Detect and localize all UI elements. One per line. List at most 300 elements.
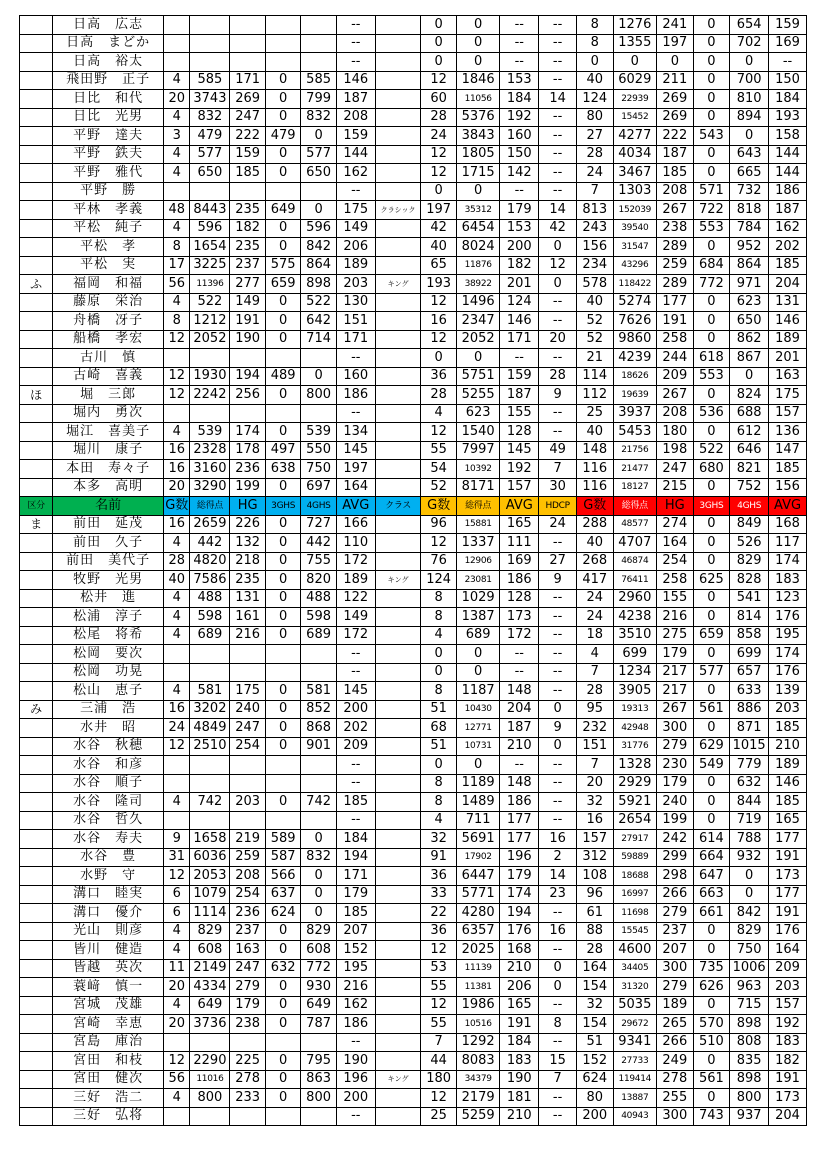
cell-hdcp: 9	[539, 571, 577, 590]
cell-games: 55	[421, 978, 456, 997]
cell-high-3g: 0	[693, 552, 730, 571]
cell-hdcp: --	[539, 682, 577, 701]
cell-total: 1805	[456, 145, 499, 164]
cell-games: 40	[576, 71, 613, 90]
table-row	[20, 978, 807, 997]
cell-high-3g: 638	[265, 460, 300, 479]
cell-section	[20, 996, 53, 1015]
cell-high-3g: 0	[265, 145, 300, 164]
cell-avg: 139	[769, 682, 807, 701]
table-row	[20, 848, 807, 867]
cell-total: 4600	[613, 941, 656, 960]
cell-avg: 177	[500, 830, 539, 849]
cell-total: 2510	[190, 737, 230, 756]
cell-high-4g: 898	[730, 1015, 769, 1034]
cell-avg: 209	[769, 959, 807, 978]
cell-games: 25	[421, 1107, 456, 1126]
cell-games: 4	[164, 589, 190, 608]
cell-hdcp: 0	[539, 238, 577, 257]
cell-high-game	[230, 349, 265, 368]
cell-section	[20, 552, 53, 571]
cell-avg: 186	[500, 571, 539, 590]
cell-section	[20, 423, 53, 442]
cell-high-3g: 637	[265, 885, 300, 904]
cell-section	[20, 108, 53, 127]
cell-total: 522	[190, 293, 230, 312]
cell-class	[375, 756, 421, 775]
cell-games: 20	[164, 1015, 190, 1034]
cell-high-4g: 858	[730, 626, 769, 645]
cell-high-4g: 795	[301, 1052, 336, 1071]
cell-games: 4	[421, 626, 456, 645]
cell-games: 4	[164, 608, 190, 627]
cell-high-game: 208	[657, 404, 694, 423]
cell-high-game: 159	[230, 145, 265, 164]
cell-total: 5274	[613, 293, 656, 312]
cell-hdcp: --	[539, 34, 577, 53]
cell-name: 前田 久子	[53, 534, 164, 553]
cell-games: 12	[421, 1089, 456, 1108]
cell-total: 5691	[456, 830, 499, 849]
column-header-games: G数	[576, 497, 613, 516]
cell-total: 9860	[613, 330, 656, 349]
cell-high-game	[230, 645, 265, 664]
cell-games: 12	[421, 330, 456, 349]
cell-high-game: 174	[230, 423, 265, 442]
cell-total: 39540	[613, 219, 656, 238]
cell-high-game: 298	[657, 867, 694, 886]
table-body-top	[20, 16, 807, 497]
cell-high-game: 235	[230, 201, 265, 220]
cell-avg: 187	[500, 719, 539, 738]
cell-games	[164, 756, 190, 775]
cell-name: 松岡 要次	[53, 645, 164, 664]
cell-high-game: 279	[657, 904, 694, 923]
cell-high-3g: 0	[693, 53, 730, 72]
cell-high-game	[230, 34, 265, 53]
cell-name: 平野 勝	[53, 182, 164, 201]
cell-avg: 186	[500, 793, 539, 812]
cell-high-4g: 814	[730, 608, 769, 627]
cell-high-4g: 784	[730, 219, 769, 238]
cell-games	[164, 182, 190, 201]
cell-total: 40943	[613, 1107, 656, 1126]
cell-avg: 168	[769, 515, 807, 534]
cell-total: 4280	[456, 904, 499, 923]
cell-games: 52	[421, 478, 456, 497]
cell-high-3g: 626	[693, 978, 730, 997]
cell-games: 20	[164, 978, 190, 997]
cell-name: 松井 進	[53, 589, 164, 608]
cell-games: 0	[421, 34, 456, 53]
table-row	[20, 663, 807, 682]
cell-high-game: 208	[230, 867, 265, 886]
cell-high-4g: 442	[301, 534, 336, 553]
cell-total: 35312	[456, 201, 499, 220]
cell-avg: 190	[500, 1070, 539, 1089]
cell-games: 164	[576, 959, 613, 978]
cell-high-3g	[265, 1107, 300, 1126]
cell-games: 88	[576, 922, 613, 941]
cell-high-game: 182	[230, 219, 265, 238]
cell-total: 10392	[456, 460, 499, 479]
cell-total: 59889	[613, 848, 656, 867]
cell-avg: 181	[500, 1089, 539, 1108]
cell-class	[375, 404, 421, 423]
cell-total: 1187	[456, 682, 499, 701]
cell-class	[375, 645, 421, 664]
cell-total: 4334	[190, 978, 230, 997]
cell-games: 12	[164, 867, 190, 886]
cell-avg: 187	[769, 201, 807, 220]
cell-total: 1986	[456, 996, 499, 1015]
cell-hdcp: --	[539, 756, 577, 775]
cell-high-4g	[301, 16, 336, 35]
cell-name: 水谷 哲久	[53, 811, 164, 830]
cell-hdcp: --	[539, 811, 577, 830]
cell-high-game: 233	[230, 1089, 265, 1108]
cell-total: 6447	[456, 867, 499, 886]
cell-high-game: 187	[657, 145, 694, 164]
cell-games: 28	[421, 386, 456, 405]
cell-high-3g: 0	[265, 164, 300, 183]
cell-avg: 144	[769, 164, 807, 183]
table-row	[20, 423, 807, 442]
cell-hdcp: --	[539, 423, 577, 442]
cell-high-4g: 702	[730, 34, 769, 53]
cell-section	[20, 1052, 53, 1071]
cell-high-3g: 0	[265, 737, 300, 756]
cell-high-4g	[301, 811, 336, 830]
cell-avg: 202	[336, 719, 375, 738]
cell-avg: 158	[769, 127, 807, 146]
column-header-hdcp: HDCP	[539, 497, 577, 516]
cell-avg: 142	[500, 164, 539, 183]
cell-total: 11876	[456, 256, 499, 275]
cell-section	[20, 1089, 53, 1108]
cell-total: 1337	[456, 534, 499, 553]
cell-high-3g: 722	[693, 201, 730, 220]
cell-games: 12	[164, 367, 190, 386]
cell-high-4g: 971	[730, 275, 769, 294]
cell-high-game: 179	[657, 774, 694, 793]
cell-class	[375, 959, 421, 978]
cell-games: 268	[576, 552, 613, 571]
cell-high-4g	[301, 349, 336, 368]
cell-class	[375, 1107, 421, 1126]
cell-total: 23081	[456, 571, 499, 590]
cell-high-game: 175	[230, 682, 265, 701]
cell-hdcp: 15	[539, 1052, 577, 1071]
cell-high-3g	[265, 1033, 300, 1052]
cell-total: 6357	[456, 922, 499, 941]
cell-total: 5453	[613, 423, 656, 442]
cell-total: 0	[456, 349, 499, 368]
cell-high-game: 208	[657, 182, 694, 201]
cell-high-game: 267	[657, 700, 694, 719]
cell-high-3g: 0	[265, 700, 300, 719]
cell-class	[375, 719, 421, 738]
cell-high-game: 236	[230, 904, 265, 923]
cell-high-4g: 0	[301, 904, 336, 923]
cell-total: 31776	[613, 737, 656, 756]
cell-section	[20, 848, 53, 867]
cell-avg: 148	[500, 774, 539, 793]
cell-games	[164, 663, 190, 682]
cell-hdcp: 0	[539, 959, 577, 978]
cell-high-game	[230, 1033, 265, 1052]
cell-high-4g: 787	[301, 1015, 336, 1034]
cell-high-3g: 561	[693, 1070, 730, 1089]
cell-games: 624	[576, 1070, 613, 1089]
cell-section	[20, 626, 53, 645]
cell-avg: 186	[336, 1015, 375, 1034]
cell-high-3g: 0	[265, 330, 300, 349]
cell-avg: 186	[769, 182, 807, 201]
cell-games: 24	[421, 127, 456, 146]
table-row	[20, 293, 807, 312]
cell-games: 28	[576, 941, 613, 960]
cell-avg: 204	[769, 275, 807, 294]
column-header-total: 総得点	[456, 497, 499, 516]
cell-hdcp: --	[539, 626, 577, 645]
cell-total: 21756	[613, 441, 656, 460]
cell-high-4g: 526	[730, 534, 769, 553]
cell-high-4g: 818	[730, 201, 769, 220]
cell-games: 52	[576, 312, 613, 331]
cell-games: 4	[164, 1089, 190, 1108]
cell-high-3g: 553	[693, 219, 730, 238]
cell-name: 舟橋 冴子	[53, 312, 164, 331]
cell-avg: 176	[769, 608, 807, 627]
cell-high-4g: 930	[301, 978, 336, 997]
cell-hdcp: --	[539, 1033, 577, 1052]
cell-name: 平松 実	[53, 256, 164, 275]
cell-hdcp: 49	[539, 441, 577, 460]
cell-total: 3736	[190, 1015, 230, 1034]
cell-avg: 145	[500, 441, 539, 460]
cell-high-3g: 629	[693, 737, 730, 756]
cell-high-game: 279	[657, 978, 694, 997]
cell-name: 古川 慎	[53, 349, 164, 368]
cell-class	[375, 145, 421, 164]
cell-name: 蓑﨑 慎一	[53, 978, 164, 997]
cell-high-4g: 779	[730, 756, 769, 775]
cell-high-game: 247	[230, 719, 265, 738]
cell-avg: 197	[336, 460, 375, 479]
cell-hdcp: --	[539, 1107, 577, 1126]
cell-high-4g: 0	[301, 885, 336, 904]
cell-games: 7	[421, 1033, 456, 1052]
cell-name: 溝口 睦実	[53, 885, 164, 904]
cell-avg: 171	[336, 330, 375, 349]
cell-high-game: 222	[230, 127, 265, 146]
cell-high-4g: 788	[730, 830, 769, 849]
cell-section	[20, 404, 53, 423]
cell-class	[375, 256, 421, 275]
cell-total: 7586	[190, 571, 230, 590]
cell-section	[20, 589, 53, 608]
cell-hdcp: --	[539, 108, 577, 127]
cell-high-3g	[265, 645, 300, 664]
cell-avg: 183	[769, 1033, 807, 1052]
cell-avg: 160	[500, 127, 539, 146]
cell-games: 116	[576, 460, 613, 479]
table-header	[20, 497, 807, 516]
cell-games: 22	[421, 904, 456, 923]
cell-avg: 173	[769, 867, 807, 886]
cell-hdcp: --	[539, 941, 577, 960]
cell-total: 15452	[613, 108, 656, 127]
cell-section	[20, 16, 53, 35]
cell-total: 27733	[613, 1052, 656, 1071]
cell-section	[20, 830, 53, 849]
cell-games: 12	[421, 534, 456, 553]
table-row	[20, 182, 807, 201]
cell-total: 3202	[190, 700, 230, 719]
cell-name: 日高 広志	[53, 16, 164, 35]
cell-high-3g: 0	[265, 478, 300, 497]
cell-games: 68	[421, 719, 456, 738]
cell-avg: 117	[769, 534, 807, 553]
cell-high-4g: 0	[301, 201, 336, 220]
cell-games: 7	[576, 756, 613, 775]
cell-high-game: 266	[657, 1033, 694, 1052]
cell-class	[375, 367, 421, 386]
cell-high-4g: 842	[301, 238, 336, 257]
cell-games: 124	[576, 90, 613, 109]
cell-high-3g: 0	[265, 219, 300, 238]
cell-high-3g: 0	[693, 90, 730, 109]
cell-total: 2960	[613, 589, 656, 608]
cell-name: 平松 孝	[53, 238, 164, 257]
cell-avg: 210	[769, 737, 807, 756]
cell-high-4g	[301, 645, 336, 664]
cell-total: 1930	[190, 367, 230, 386]
cell-total: 152039	[613, 201, 656, 220]
cell-games: 6	[164, 904, 190, 923]
cell-section	[20, 145, 53, 164]
cell-games: 8	[421, 589, 456, 608]
cell-avg: --	[336, 182, 375, 201]
cell-high-4g: 835	[730, 1052, 769, 1071]
cell-hdcp: 42	[539, 219, 577, 238]
cell-avg: 184	[336, 830, 375, 849]
cell-games: 0	[421, 182, 456, 201]
cell-section	[20, 441, 53, 460]
cell-name: 平林 孝義	[53, 201, 164, 220]
cell-total: 1658	[190, 830, 230, 849]
cell-avg: 174	[769, 645, 807, 664]
cell-games: 4	[421, 811, 456, 830]
cell-games: 243	[576, 219, 613, 238]
cell-high-3g: 0	[265, 238, 300, 257]
cell-avg: --	[336, 774, 375, 793]
cell-section	[20, 201, 53, 220]
cell-avg: 136	[769, 423, 807, 442]
cell-games: 40	[164, 571, 190, 590]
cell-total: 5255	[456, 386, 499, 405]
table-row	[20, 164, 807, 183]
cell-high-game: 209	[657, 367, 694, 386]
cell-total: 15881	[456, 515, 499, 534]
cell-high-game: 259	[230, 848, 265, 867]
cell-games: 44	[421, 1052, 456, 1071]
cell-section	[20, 941, 53, 960]
cell-hdcp: --	[539, 293, 577, 312]
cell-games: 55	[421, 441, 456, 460]
cell-high-4g: 894	[730, 108, 769, 127]
cell-total: 8443	[190, 201, 230, 220]
cell-hdcp: --	[539, 534, 577, 553]
cell-avg: 165	[500, 996, 539, 1015]
cell-games: 4	[164, 293, 190, 312]
cell-high-4g	[301, 404, 336, 423]
cell-total: 689	[456, 626, 499, 645]
cell-avg: 173	[500, 608, 539, 627]
cell-high-4g: 488	[301, 589, 336, 608]
cell-games: 0	[421, 756, 456, 775]
cell-high-4g: 633	[730, 682, 769, 701]
cell-hdcp: 8	[539, 1015, 577, 1034]
cell-avg: 151	[336, 312, 375, 331]
cell-high-4g: 585	[301, 71, 336, 90]
cell-avg: 216	[336, 978, 375, 997]
cell-high-4g: 0	[730, 867, 769, 886]
cell-high-game: 279	[657, 737, 694, 756]
column-header-name: 名前	[53, 497, 164, 516]
table-row	[20, 922, 807, 941]
column-header-high-game: HG	[230, 497, 265, 516]
cell-high-game: 237	[230, 256, 265, 275]
cell-high-3g: 0	[265, 312, 300, 331]
cell-high-game	[230, 663, 265, 682]
cell-class	[375, 182, 421, 201]
cell-avg: 171	[500, 330, 539, 349]
cell-high-3g: 659	[265, 275, 300, 294]
cell-hdcp: 9	[539, 386, 577, 405]
cell-name: 日高 裕太	[53, 53, 164, 72]
cell-high-3g: 680	[693, 460, 730, 479]
cell-total: 13887	[613, 1089, 656, 1108]
cell-name: 船橋 孝宏	[53, 330, 164, 349]
cell-games	[164, 1033, 190, 1052]
cell-games: 91	[421, 848, 456, 867]
cell-total	[190, 1033, 230, 1052]
cell-high-4g: 852	[301, 700, 336, 719]
cell-high-game: 179	[657, 645, 694, 664]
cell-high-4g: 608	[301, 941, 336, 960]
cell-high-game: 240	[230, 700, 265, 719]
cell-section	[20, 1070, 53, 1089]
cell-total: 18688	[613, 867, 656, 886]
table-row	[20, 941, 807, 960]
cell-avg: 152	[336, 941, 375, 960]
cell-high-4g	[301, 34, 336, 53]
cell-games: 157	[576, 830, 613, 849]
cell-name: 堀内 勇次	[53, 404, 164, 423]
cell-total: 4239	[613, 349, 656, 368]
cell-total: 7626	[613, 312, 656, 331]
cell-high-4g: 829	[730, 552, 769, 571]
cell-name: 水谷 豊	[53, 848, 164, 867]
cell-games	[164, 404, 190, 423]
cell-total: 2149	[190, 959, 230, 978]
cell-high-3g: 0	[693, 293, 730, 312]
cell-avg: --	[500, 53, 539, 72]
cell-high-game: 254	[230, 737, 265, 756]
cell-avg: 187	[336, 90, 375, 109]
